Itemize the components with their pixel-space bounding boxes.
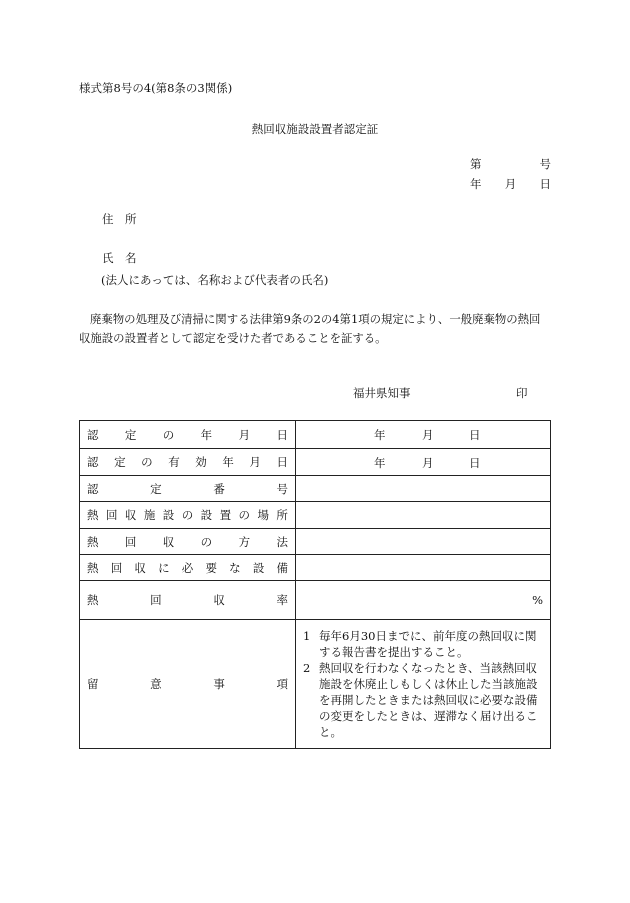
row-value bbox=[296, 529, 551, 555]
table-row bbox=[80, 421, 551, 449]
date-month: 月 bbox=[422, 428, 434, 442]
label-char: 号 bbox=[276, 481, 288, 496]
row-value bbox=[296, 421, 551, 449]
label-char: 有 bbox=[168, 455, 180, 469]
table-row bbox=[80, 581, 551, 620]
row-value bbox=[296, 476, 551, 502]
label-char: 月 bbox=[238, 427, 251, 442]
table-row bbox=[80, 476, 551, 502]
note-number: 1 bbox=[303, 629, 311, 643]
table-row bbox=[80, 529, 551, 555]
label-char: 留 bbox=[87, 677, 99, 691]
number-suffix: 号 bbox=[539, 157, 551, 171]
table-row bbox=[80, 555, 551, 581]
seal-mark: 印 bbox=[516, 386, 528, 400]
note-item bbox=[303, 660, 544, 740]
note-number: 2 bbox=[303, 661, 311, 675]
label-char: 項 bbox=[276, 677, 288, 691]
label-char: の bbox=[238, 508, 250, 522]
row-value bbox=[296, 555, 551, 581]
label-char: 所 bbox=[276, 508, 288, 522]
note-text: 熱回収を行わなくなったとき、当該熱回収施設を休廃止しもしくは休止した当該施設を再開したときまたは熱回収に必要な設備の変更をしたときは、遅滞なく届け出ること。 bbox=[319, 661, 538, 739]
date-year: 年 bbox=[374, 428, 386, 442]
label-char: 設 bbox=[252, 560, 265, 575]
certification-table bbox=[79, 420, 551, 749]
date-month: 月 bbox=[422, 456, 434, 470]
body-text-line1: 廃棄物の処理及び清掃に関する法律第9条の2の4第1項の規定により、一般廃棄物の熱回 bbox=[90, 312, 541, 326]
label-char: 日 bbox=[276, 455, 288, 469]
label-char: の bbox=[141, 455, 153, 469]
date-month: 月 bbox=[504, 177, 517, 191]
note-text: 毎年6月30日までに、前年度の熱回収に関する報告書を提出すること。 bbox=[319, 629, 537, 659]
date-day: 日 bbox=[469, 456, 481, 470]
label-char: の bbox=[181, 508, 194, 522]
label-char: 認 bbox=[87, 481, 99, 496]
label-char: 回 bbox=[150, 593, 162, 607]
label-char: 定 bbox=[114, 455, 126, 469]
row-label bbox=[80, 502, 296, 529]
table-row bbox=[80, 449, 551, 476]
date-day: 日 bbox=[469, 428, 481, 442]
row-value bbox=[296, 449, 551, 476]
label-char: 年 bbox=[200, 427, 213, 442]
label-char: 率 bbox=[276, 593, 288, 607]
label-char: 定 bbox=[124, 427, 137, 442]
row-label bbox=[80, 581, 296, 620]
date-day: 日 bbox=[539, 177, 551, 191]
label-char: 回 bbox=[110, 560, 123, 575]
label-char: 熱 bbox=[87, 508, 99, 522]
document-title: 熱回収施設設置者認定証 bbox=[251, 122, 379, 136]
form-number: 様式第8号の4(第8条の3関係) bbox=[79, 81, 233, 95]
notes-list bbox=[296, 620, 550, 748]
label-char: 備 bbox=[276, 560, 288, 575]
row-label bbox=[80, 620, 296, 749]
table-row bbox=[80, 620, 551, 749]
table-row bbox=[80, 502, 551, 529]
label-char: な bbox=[229, 560, 241, 575]
label-char: 設 bbox=[162, 508, 175, 522]
issue-date bbox=[470, 176, 551, 192]
label-char: 場 bbox=[257, 508, 269, 522]
date-year: 年 bbox=[470, 177, 482, 191]
label-char: 熱 bbox=[87, 593, 99, 607]
label-char: 年 bbox=[222, 455, 234, 469]
row-label bbox=[80, 421, 296, 449]
label-char: 施 bbox=[143, 508, 156, 522]
body-text-line2: 収施設の設置者として認定を受けた者であることを証する。 bbox=[79, 331, 387, 345]
label-char: 回 bbox=[124, 534, 137, 549]
label-char: 熱 bbox=[87, 534, 99, 549]
label-char: の bbox=[200, 534, 213, 549]
label-char: 効 bbox=[195, 455, 207, 469]
label-char: 収 bbox=[213, 593, 225, 607]
percent-sign: % bbox=[532, 593, 543, 607]
label-char: 収 bbox=[134, 560, 146, 575]
label-char: 設 bbox=[200, 508, 213, 522]
note-item bbox=[303, 628, 544, 660]
date-year: 年 bbox=[374, 456, 386, 470]
label-char: 認 bbox=[87, 427, 99, 442]
label-char: 法 bbox=[276, 534, 288, 549]
label-char: 意 bbox=[150, 677, 162, 691]
row-value bbox=[296, 620, 551, 749]
row-label bbox=[80, 449, 296, 476]
name-label: 氏 名 bbox=[102, 251, 137, 265]
label-char: 収 bbox=[124, 508, 137, 522]
label-char: 回 bbox=[105, 508, 118, 522]
corporation-note: (法人にあっては、名称および代表者の氏名) bbox=[101, 273, 329, 287]
label-char: 事 bbox=[213, 677, 225, 691]
label-char: 熱 bbox=[87, 560, 99, 575]
label-char: 必 bbox=[181, 560, 194, 575]
row-value bbox=[296, 502, 551, 529]
issuer-name: 福井県知事 bbox=[353, 386, 411, 400]
label-char: 月 bbox=[249, 455, 261, 469]
label-char: に bbox=[158, 560, 170, 575]
label-char: 番 bbox=[213, 481, 225, 496]
label-char: 置 bbox=[219, 508, 232, 522]
label-char: 日 bbox=[276, 427, 288, 442]
label-char: 方 bbox=[238, 534, 251, 549]
row-label bbox=[80, 555, 296, 581]
label-char: 要 bbox=[205, 560, 217, 575]
label-char: 収 bbox=[162, 534, 175, 549]
label-char: 認 bbox=[87, 455, 99, 469]
row-value bbox=[296, 581, 551, 620]
row-label bbox=[80, 529, 296, 555]
certificate-number bbox=[470, 156, 551, 172]
label-char: の bbox=[162, 427, 175, 442]
label-char: 定 bbox=[150, 481, 162, 496]
number-prefix: 第 bbox=[470, 157, 482, 171]
row-label bbox=[80, 476, 296, 502]
address-label: 住 所 bbox=[102, 212, 137, 226]
